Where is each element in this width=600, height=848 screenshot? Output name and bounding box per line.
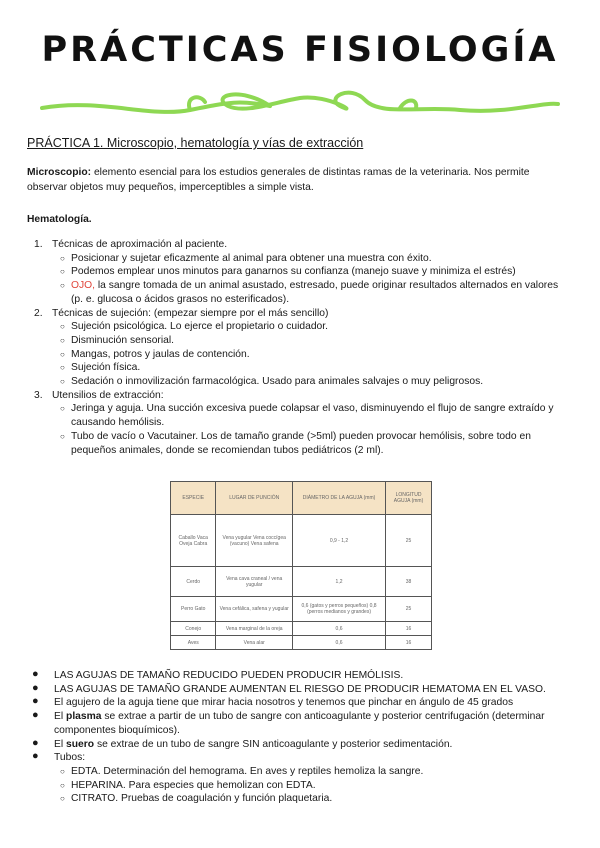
sub-item-text: Posicionar y sujetar eficazmente al animal para obtener una muestra con éxito. <box>71 252 432 264</box>
table-header-cell: LUGAR DE PUNCIÓN <box>216 482 293 515</box>
tubo-text: HEPARINA. Para especies que hemolizan con EDTA. <box>71 779 316 791</box>
practica-heading: PRÁCTICA 1. Microscopio, hematología y vías de extracción <box>27 136 364 150</box>
sub-item-text: Tubo de vacío o Vacutainer. Los de tamaño grande (>5ml) pueden provocar hemólisis, sobre todo en pequeños animales, donde se recomiendan tubos pediátricos (2 ml). <box>71 430 531 456</box>
sub-item-text: Podemos emplear unos minutos para ganarnos su confianza (manejo suave y minimiza el estrés) <box>71 266 516 278</box>
circle-bullet-icon: ○ <box>60 253 65 263</box>
sub-item-text: Sujeción física. <box>71 362 141 374</box>
item-number: 1. <box>34 239 43 250</box>
table-cell: 16 <box>386 622 432 636</box>
bullet-text: Tubos: <box>54 752 86 764</box>
circle-bullet-icon: ○ <box>60 349 65 359</box>
ojo-warning: OJO, <box>71 280 96 292</box>
sub-item <box>27 375 572 389</box>
table-cell: 0,6 (gatos y perros pequeños) 0,8 (perros medianos y grandes) <box>292 597 385 622</box>
sub-item <box>27 430 572 457</box>
sub-item-text: Jeringa y aguja. Una succión excesiva puede colapsar el vaso, disminuyendo el flujo de sangre extraído y causando hemólisis. <box>71 403 554 429</box>
sub-item-text: Mangas, potros y jaulas de contención. <box>71 348 250 360</box>
bullet-item <box>27 683 587 697</box>
numbered-item <box>27 389 572 403</box>
bullet-text: se extrae de un tubo de sangre SIN anticoagulante y posterior sedimentación. <box>94 738 453 750</box>
table-cell: Vena yugular Vena coccígea (vacuno) Vena safena <box>216 515 293 567</box>
bullet-text: El <box>54 738 67 750</box>
bullet-icon: ● <box>32 736 39 749</box>
circle-bullet-icon: ○ <box>60 780 65 790</box>
table-row <box>171 622 432 636</box>
table-cell: Aves <box>171 636 216 650</box>
bullet-text: LAS AGUJAS DE TAMAÑO GRANDE AUMENTAN EL RIESGO DE PRODUCIR HEMATOMA EN EL VASO. <box>54 683 546 695</box>
table-header-cell: LONGITUD AGUJA (mm) <box>386 482 432 515</box>
microscopio-term: Microscopio: <box>27 167 92 178</box>
bullet-list <box>27 669 587 806</box>
bullet-text: se extrae a partir de un tubo de sangre con anticoagulante y posterior centrifugación (determinar componentes bioquímicos). <box>54 711 545 736</box>
bullet-icon: ● <box>32 709 39 722</box>
sub-item-text: Sujeción psicológica. Lo ejerce el propietario o cuidador. <box>71 321 329 333</box>
numbered-item <box>27 307 572 321</box>
circle-bullet-icon: ○ <box>60 322 65 332</box>
sub-item <box>27 334 572 348</box>
table-cell: 1,2 <box>292 567 385 597</box>
microscopio-text: elemento esencial para los estudios generales de distintas ramas de la veterinaria. Nos permite observar objetos muy pequeños, imperceptibles a simple vista. <box>27 167 530 193</box>
bullet-item <box>27 738 587 752</box>
table-cell: Perro Gato <box>171 597 216 622</box>
table-cell: 0,6 <box>292 622 385 636</box>
numbered-item <box>27 238 572 252</box>
table-cell: Vena cefálica, safena y yugular <box>216 597 293 622</box>
table-cell: Vena cava craneal / vena yugular <box>216 567 293 597</box>
table-cell: Vena marginal de la oreja <box>216 622 293 636</box>
circle-bullet-icon: ○ <box>60 335 65 345</box>
table-header-cell: DIÁMETRO DE LA AGUJA (mm) <box>292 482 385 515</box>
sub-item <box>27 320 572 334</box>
sub-item <box>27 252 572 266</box>
bullet-item <box>27 751 587 765</box>
circle-bullet-icon: ○ <box>60 281 65 291</box>
item-label: Utensilios de extracción: <box>52 389 164 401</box>
table-cell: 16 <box>386 636 432 650</box>
bullet-item <box>27 710 587 737</box>
tubo-item <box>27 792 587 806</box>
sub-item <box>27 265 572 279</box>
sub-item <box>27 361 572 375</box>
bullet-item <box>27 696 587 710</box>
numbered-list <box>27 238 572 457</box>
tubo-item <box>27 765 587 779</box>
bullet-icon: ● <box>32 695 39 708</box>
table-cell: 0,6 <box>292 636 385 650</box>
table-cell: 25 <box>386 515 432 567</box>
item-label: Técnicas de sujeción: (empezar siempre por el más sencillo) <box>52 307 329 319</box>
microscopio-paragraph <box>27 165 567 195</box>
sub-item <box>27 402 572 429</box>
item-number: 2. <box>34 307 43 319</box>
sub-item <box>27 279 572 306</box>
item-label: Técnicas de aproximación al paciente. <box>52 239 228 250</box>
page-title: PRÁCTICAS FISIOLOGÍA <box>41 30 559 70</box>
circle-bullet-icon: ○ <box>60 267 65 277</box>
circle-bullet-icon: ○ <box>60 404 65 414</box>
table-row <box>171 636 432 650</box>
bullet-icon: ● <box>32 750 39 763</box>
table-header-cell: ESPECIE <box>171 482 216 515</box>
tubo-text: CITRATO. Pruebas de coagulación y función plaquetaria. <box>71 793 333 805</box>
bullet-item <box>27 669 587 683</box>
bullet-text: plasma <box>66 711 102 723</box>
table-row <box>171 515 432 567</box>
circle-bullet-icon: ○ <box>60 794 65 804</box>
tubo-item <box>27 779 587 793</box>
bullet-text: LAS AGUJAS DE TAMAÑO REDUCIDO PUEDEN PRODUCIR HEMÓLISIS. <box>54 670 404 681</box>
sub-item-text: Sedación o inmovilización farmacológica. Usado para animales salvajes o muy peligrosos. <box>71 376 484 388</box>
table-cell: Vena alar <box>216 636 293 650</box>
vine-divider <box>40 86 560 126</box>
bullet-icon: ● <box>32 681 39 694</box>
table-cell: 38 <box>386 567 432 597</box>
bullet-text: suero <box>66 738 95 750</box>
table-cell: Cerdo <box>171 567 216 597</box>
circle-bullet-icon: ○ <box>60 377 65 387</box>
circle-bullet-icon: ○ <box>60 363 65 373</box>
table-cell: Caballo Vaca Oveja Cabra <box>171 515 216 567</box>
table-row <box>171 597 432 622</box>
table-cell: 25 <box>386 597 432 622</box>
circle-bullet-icon: ○ <box>60 766 65 776</box>
table-row <box>171 567 432 597</box>
sub-item-text: la sangre tomada de un animal asustado, estresado, puede originar resultados alternados en valores (p. e. glucosa o ácidos grasos no esterificados). <box>71 280 559 305</box>
circle-bullet-icon: ○ <box>60 431 65 441</box>
hematologia-heading: Hematología. <box>27 214 92 225</box>
bullet-icon: ● <box>32 668 39 680</box>
sub-item <box>27 348 572 362</box>
sub-item-text: Disminución sensorial. <box>71 334 175 346</box>
table-cell: 0,9 - 1,2 <box>292 515 385 567</box>
table-cell: Conejo <box>171 622 216 636</box>
bullet-text: El agujero de la aguja tiene que mirar hacia nosotros y tenemos que pinchar en ángulo de 45 grados <box>54 697 514 709</box>
tubo-text: EDTA. Determinación del hemograma. En aves y reptiles hemoliza la sangre. <box>71 765 424 777</box>
needle-table <box>170 481 432 650</box>
bullet-text: El <box>54 711 67 723</box>
item-number: 3. <box>34 389 43 401</box>
